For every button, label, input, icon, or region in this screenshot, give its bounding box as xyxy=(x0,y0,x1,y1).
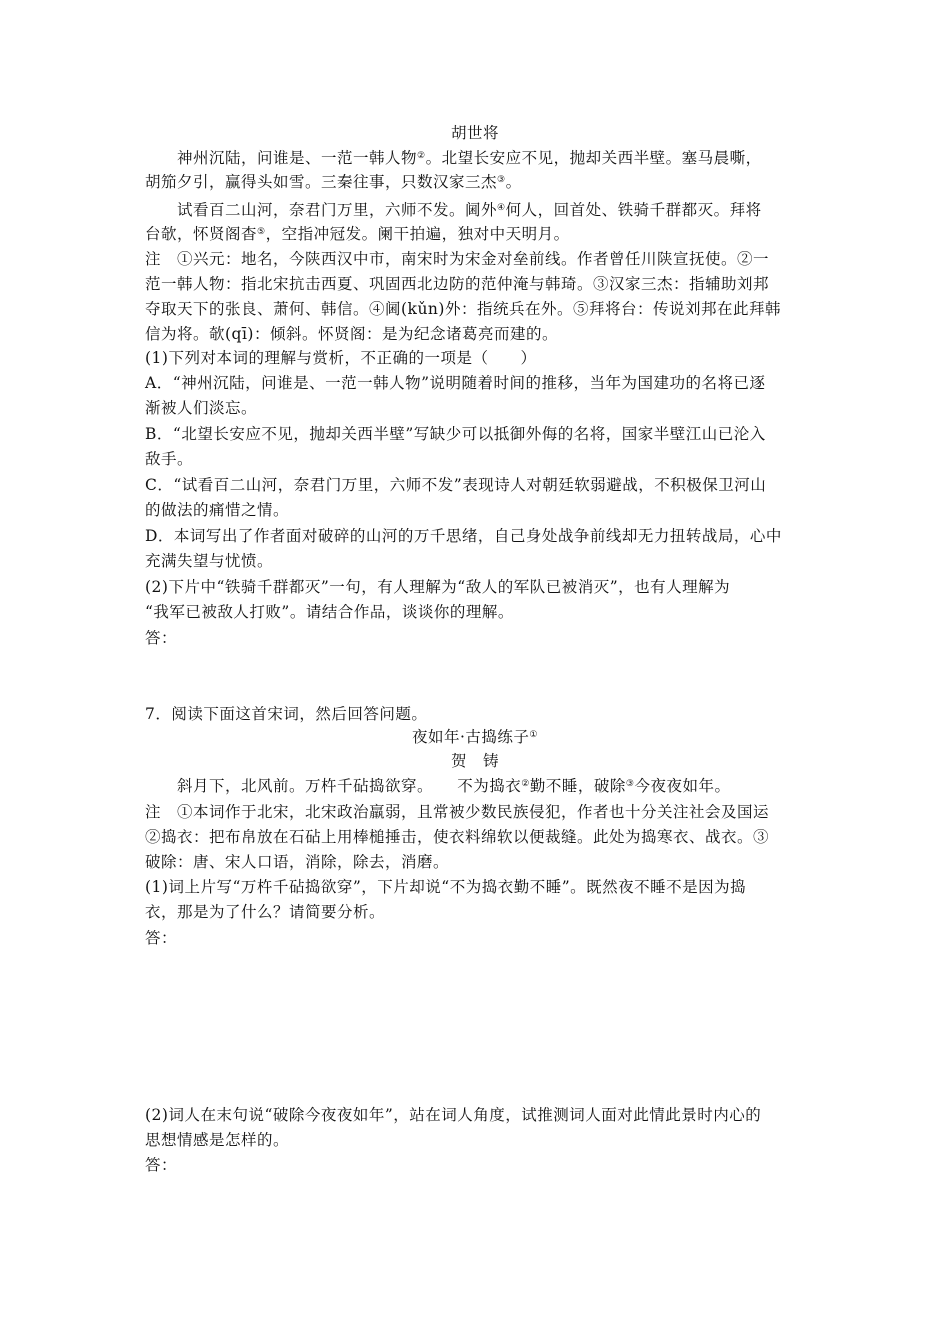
poem-author: 胡世将 xyxy=(450,124,499,142)
option-b-cont: 敌手。 xyxy=(145,450,194,468)
poem-author: 贺 铸 xyxy=(450,752,499,770)
poem-line: 胡笳夕引，赢得头如雪。三秦往事，只数汉家三杰③。 xyxy=(145,173,522,191)
poem-line: 斜月下，北风前。万杵千砧捣欲穿。 不为捣衣②勤不睡，破除③今夜夜如年。 xyxy=(177,777,731,795)
option-c: C．“试看百二山河，奈君门万里，六师不发”表现诗人对朝廷软弱避战，不积极保卫河山 xyxy=(145,476,767,494)
option-c-cont: 的做法的痛惜之情。 xyxy=(145,501,290,519)
option-d-cont: 充满失望与忧愤。 xyxy=(145,552,274,570)
note-line: 夺取天下的张良、萧何、韩信。④阃(kǔn)外：指统兵在外。⑤拜将台：传说刘邦在此拜韩 xyxy=(145,300,781,318)
answer-label: 答： xyxy=(145,629,178,647)
note-line: ②捣衣：把布帛放在石砧上用棒槌捶击，使衣料绵软以便裁缝。此处为捣寒衣、战衣。③ xyxy=(145,828,770,846)
answer-label: 答： xyxy=(145,1156,178,1174)
question-text: (1)词上片写“万杵千砧捣欲穿”，下片却说“不为捣衣勤不睡”。既然夜不睡不是因为捣 xyxy=(145,878,747,896)
note-line: 注 ①兴元：地名，今陕西汉中市，南宋时为宋金对垒前线。作者曾任川陕宣抚使。②一 xyxy=(145,250,770,268)
question-text: “我军已被敌人打败”。请结合作品，谈谈你的理解。 xyxy=(145,603,514,621)
answer-label: 答： xyxy=(145,929,178,947)
option-a: A．“神州沉陆，问谁是、一范一韩人物”说明随着时间的推移，当年为国建功的名将已逐 xyxy=(145,374,766,392)
question-intro: 7．阅读下面这首宋词，然后回答问题。 xyxy=(145,705,428,723)
poem-line: 台欹，怀贤阁杳⑤，空指冲冠发。阑干拍遍，独对中天明月。 xyxy=(145,225,570,243)
option-b: B．“北望长安应不见，抛却关西半壁”写缺少可以抵御外侮的名将，国家半壁江山已沦入 xyxy=(145,425,766,443)
question-text: (1)下列对本词的理解与赏析，不正确的一项是（ ） xyxy=(145,349,537,367)
note-line: 破除：唐、宋人口语，消除，除去，消磨。 xyxy=(145,853,450,871)
poem-line: 试看百二山河，奈君门万里，六师不发。阃外④何人，回首处、铁骑千群都灭。拜将 xyxy=(177,201,762,219)
question-text: (2)下片中“铁骑千群都灭”一句，有人理解为“敌人的军队已被消灭”，也有人理解为 xyxy=(145,578,731,596)
note-line: 注 ①本词作于北宋，北宋政治羸弱，且常被少数民族侵犯，作者也十分关注社会及国运 xyxy=(145,803,770,821)
question-text: 思想情感是怎样的。 xyxy=(145,1131,290,1149)
option-d: D．本词写出了作者面对破碎的山河的万千思绪，自己身处战争前线却无力扭转战局，心中 xyxy=(145,527,782,545)
note-line: 信为将。欹(qī)：倾斜。怀贤阁：是为纪念诸葛亮而建的。 xyxy=(145,325,558,343)
note-line: 范一韩人物：指北宋抗击西夏、巩固西北边防的范仲淹与韩琦。③汉家三杰：指辅助刘邦 xyxy=(145,275,770,293)
option-a-cont: 渐被人们淡忘。 xyxy=(145,399,258,417)
poem-title: 夜如年·古捣练子① xyxy=(411,728,538,746)
question-text: (2)词人在末句说“破除今夜夜如年”，站在词人角度，试推测词人面对此情此景时内心的 xyxy=(145,1106,762,1124)
poem-line: 神州沉陆，问谁是、一范一韩人物②。北望长安应不见，抛却关西半壁。塞马晨嘶， xyxy=(177,149,762,167)
question-text: 衣，那是为了什么？请简要分析。 xyxy=(145,903,386,921)
